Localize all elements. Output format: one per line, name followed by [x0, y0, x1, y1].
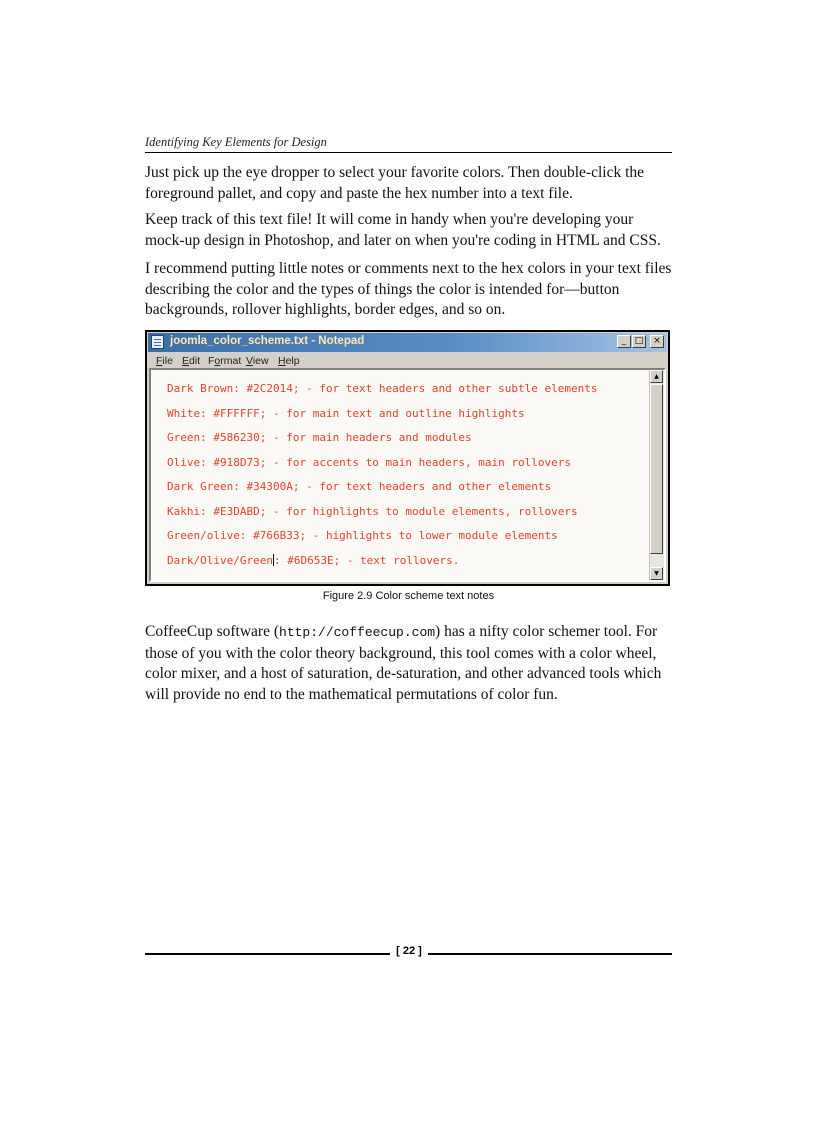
menu-view[interactable]	[246, 355, 269, 367]
paragraph-coffeecup-start: CoffeeCup software (	[145, 623, 280, 640]
menu-edit-mnemonic: E	[182, 355, 190, 367]
coffeecup-url: http://coffeecup.com	[279, 625, 436, 640]
footer-rule-right	[428, 953, 672, 955]
paragraph-eye-dropper: Just pick up the eye dropper to select your favorite colors. Then double-click the foreground pallet, and copy and paste the hex number into a text file.	[145, 164, 645, 202]
paragraph-coffeecup	[145, 622, 672, 705]
menu-format-label-end: rmat	[220, 355, 242, 367]
paragraph-notes: I recommend putting little notes or comments next to the hex colors in your text files describing the color and the types of things the color is intended for—button backgrounds, rollover highlights, border edges, and so on.	[145, 260, 672, 318]
note-line: Olive: #918D73; - for accents to main headers, main rollovers	[167, 455, 571, 469]
scroll-down-arrow-icon[interactable]: ▼	[650, 567, 663, 580]
note-line-last	[167, 553, 597, 578]
menu-bar	[148, 353, 667, 369]
menu-view-mnemonic: V	[246, 355, 253, 367]
note-lines	[167, 381, 597, 577]
menu-help[interactable]	[278, 355, 300, 367]
close-button[interactable]: ×	[650, 335, 664, 348]
scroll-up-arrow-icon[interactable]: ▲	[650, 370, 663, 383]
paragraph-coffeecup-end: ) has a nifty color schemer tool. For those of you with the color theory background, this tool comes with a color wheel, color mixer, and a host of saturation, de-saturation, and other advanced tools which will provide no end to the mathematical permutations of color fun.	[145, 623, 662, 703]
notepad-icon	[151, 335, 164, 349]
menu-format-mnemonic: o	[214, 355, 221, 367]
note-line-last-start: Dark/Olive/Green	[167, 553, 273, 567]
figure-caption: Figure 2.9 Color scheme text notes	[322, 590, 495, 602]
menu-file[interactable]	[156, 355, 173, 367]
title-bar[interactable]	[148, 333, 667, 352]
note-line: White: #FFFFFF; - for main text and outline highlights	[167, 406, 525, 420]
window-title: joomla_color_scheme.txt - Notepad	[170, 335, 365, 347]
maximize-button[interactable]: □	[632, 335, 646, 348]
note-line: Kakhi: #E3DABD; - for highlights to module elements, rollovers	[167, 504, 578, 518]
page-number: [ 22 ]	[396, 945, 422, 957]
footer-rule-left	[145, 953, 390, 955]
note-line: Green: #586230; - for main headers and modules	[167, 431, 472, 444]
menu-help-mnemonic: H	[278, 355, 286, 367]
note-line: Green/olive: #766B33; - highlights to lower module elements	[167, 529, 558, 542]
note-line-last-end: : #6D653E; - text rollovers.	[273, 553, 460, 567]
menu-file-mnemonic: F	[156, 355, 163, 367]
note-line: Dark Green: #34300A; - for text headers and other elements	[167, 480, 552, 493]
menu-view-label: iew	[252, 355, 269, 367]
running-head: Identifying Key Elements for Design	[145, 135, 672, 153]
notepad-window	[145, 330, 670, 586]
menu-format[interactable]	[208, 355, 241, 367]
scroll-thumb[interactable]	[650, 384, 663, 554]
menu-edit-label: dit	[189, 355, 201, 367]
menu-format-label-start: F	[208, 355, 215, 367]
paragraph-text-file: Keep track of this text file! It will come in handy when you're developing your mock-up design in Photoshop, and later on when you're coding in HTML and CSS.	[145, 211, 661, 249]
vertical-scrollbar[interactable]	[649, 370, 664, 580]
minimize-button[interactable]: _	[617, 335, 631, 348]
menu-file-label: ile	[162, 355, 173, 367]
menu-help-label: elp	[285, 355, 300, 367]
menu-edit[interactable]	[182, 355, 200, 367]
text-editor[interactable]	[149, 368, 666, 582]
note-line: Dark Brown: #2C2014; - for text headers and other subtle elements	[167, 382, 598, 395]
